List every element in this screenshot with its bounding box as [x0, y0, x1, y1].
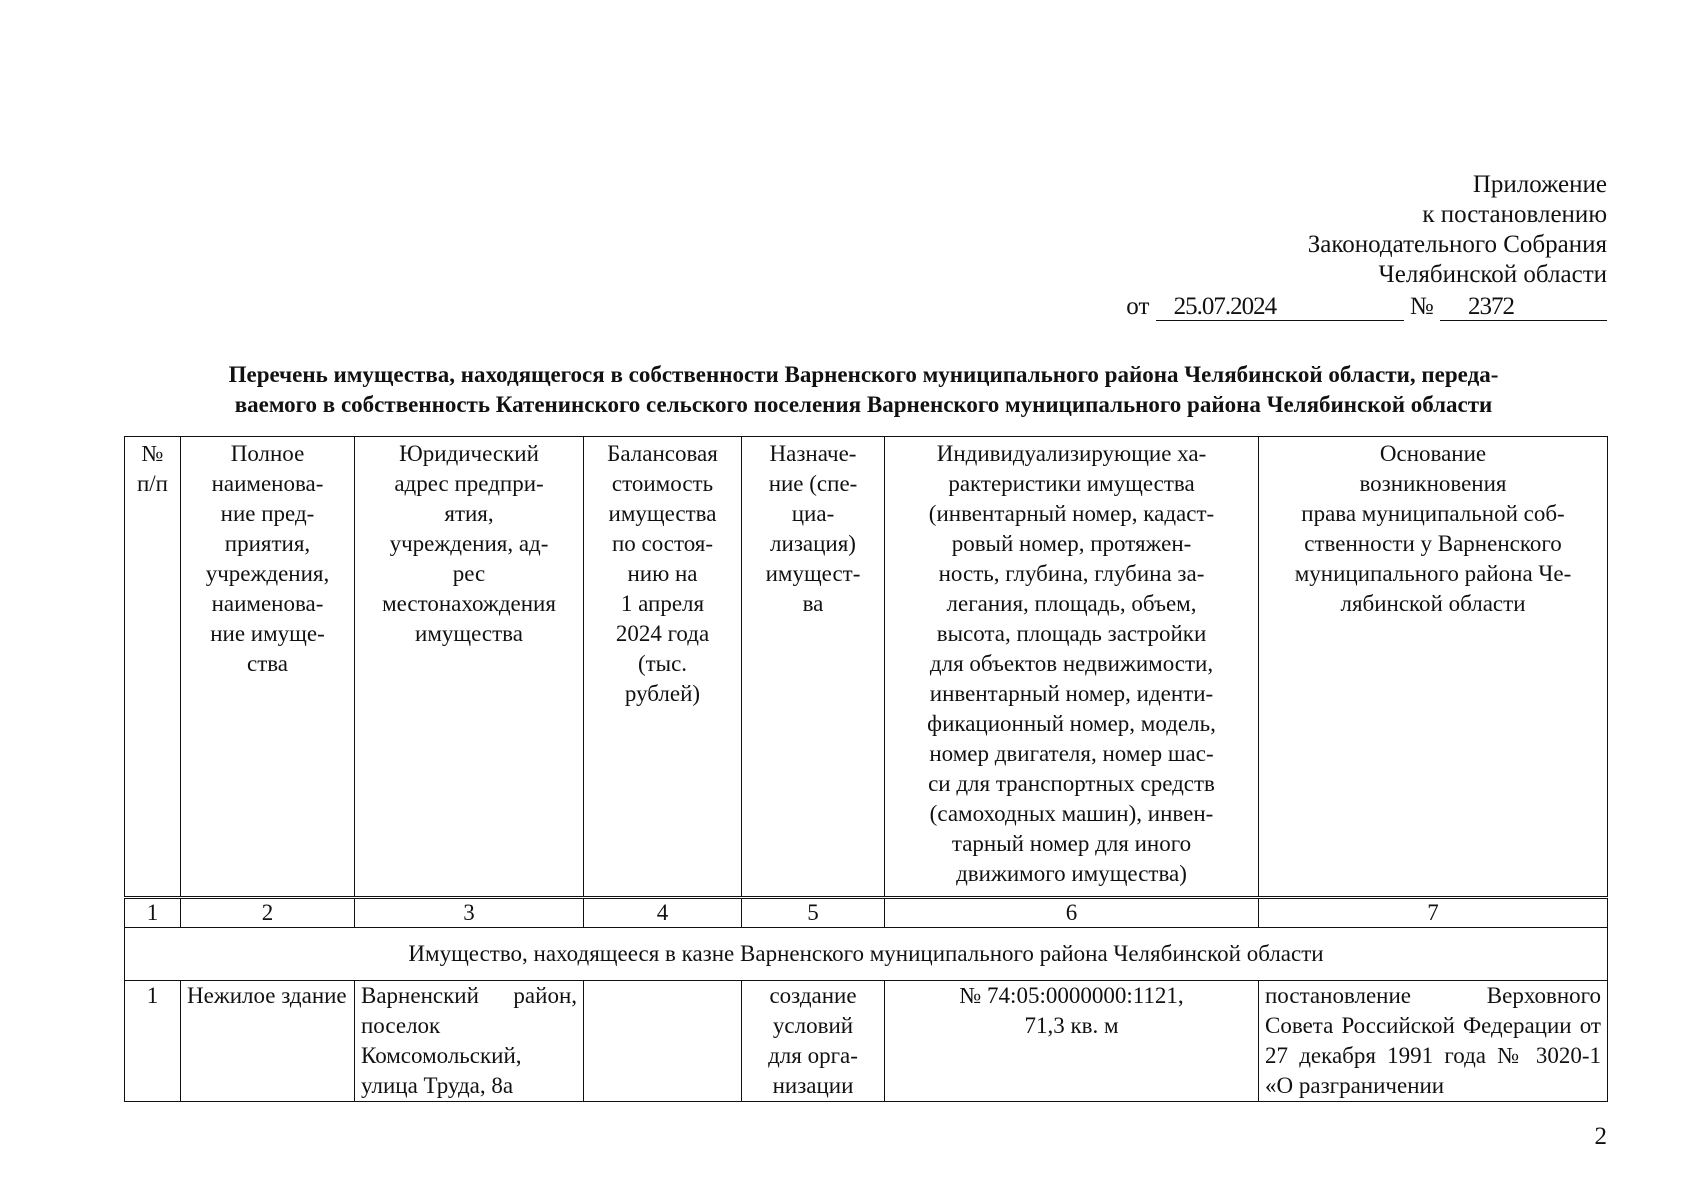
title-line-2: ваемого в собственность Катенинского сельского поселения Варненского муниципального района Челябинской области — [234, 392, 1493, 417]
row-value — [584, 981, 742, 1102]
table-header-row — [125, 437, 1608, 898]
header-cell-characteristics: Индивидуализирующие ха- рактеристики имущества (инвентарный номер, кадаст- ровый номер, протяжен- ность, глубина, глубина за- легания, площадь, объем, высота, площадь застройки для объектов недвижимости, инвентарный номер, иденти- фикационный номер, модель, номер двигателя, номер шас- си для транспортных средств (самоходных машин), инвен- тарный номер для иного движимого имущества) — [885, 437, 1259, 898]
row-purpose: создание условий для орга- низации — [742, 981, 885, 1102]
appendix-line: к постановлению — [1422, 201, 1607, 228]
table-row — [125, 981, 1608, 1102]
title-line-1: Перечень имущества, находящегося в собственности Варненского муниципального района Челябинской области, переда- — [228, 362, 1499, 387]
section-title: Имущество, находящееся в казне Варненского муниципального района Челябинской области — [125, 928, 1608, 981]
row-characteristics: № 74:05:0000000:1121, 71,3 кв. м — [885, 981, 1259, 1102]
property-table — [124, 436, 1608, 1102]
appendix-line: Приложение — [1472, 171, 1607, 198]
appendix-line: Челябинской области — [1378, 261, 1607, 288]
column-number: 7 — [1259, 898, 1608, 928]
appendix-date-row — [1126, 292, 1607, 322]
column-number-row — [125, 898, 1608, 928]
header-cell-address: Юридический адрес предпри- ятия, учреждения, ад- рес местонахождения имущества — [355, 437, 584, 898]
row-number: 1 — [125, 981, 181, 1102]
column-number: 3 — [355, 898, 584, 928]
document-title — [120, 360, 1607, 420]
header-cell-basis: Основание возникновения права муниципальной соб- ственности у Варненского муниципального района Че- лябинской области — [1259, 437, 1608, 898]
row-address: Варненский район, поселок Комсомольский, улица Труда, 8а — [355, 981, 584, 1102]
column-number: 2 — [181, 898, 355, 928]
header-cell-purpose: Назначе- ние (спе- циа- лизация) имущест- ва — [742, 437, 885, 898]
column-number: 1 — [125, 898, 181, 928]
page-number: 2 — [1594, 1123, 1607, 1150]
header-cell-value: Балансовая стоимость имущества по состоя- нию на 1 апреля 2024 года (тыс. рублей) — [584, 437, 742, 898]
resolution-date: 25.07.2024 — [1156, 293, 1404, 321]
column-number: 4 — [584, 898, 742, 928]
resolution-number: 2372 — [1440, 293, 1607, 321]
section-row — [125, 928, 1608, 981]
header-cell-number: № п/п — [125, 437, 181, 898]
appendix-block — [1126, 170, 1607, 322]
appendix-line: Законодательного Собрания — [1307, 231, 1607, 258]
row-name: Нежилое здание — [181, 981, 355, 1102]
row-basis: постановление Верховного Совета Российской Федерации от 27 декабря 1991 года № 3020-1 «О разграничении — [1259, 981, 1608, 1102]
number-prefix: № — [1409, 293, 1434, 320]
column-number: 6 — [885, 898, 1259, 928]
column-number: 5 — [742, 898, 885, 928]
date-prefix: от — [1126, 293, 1150, 320]
header-cell-name: Полное наименова- ние пред- приятия, учреждения, наименова- ние имуще- ства — [181, 437, 355, 898]
